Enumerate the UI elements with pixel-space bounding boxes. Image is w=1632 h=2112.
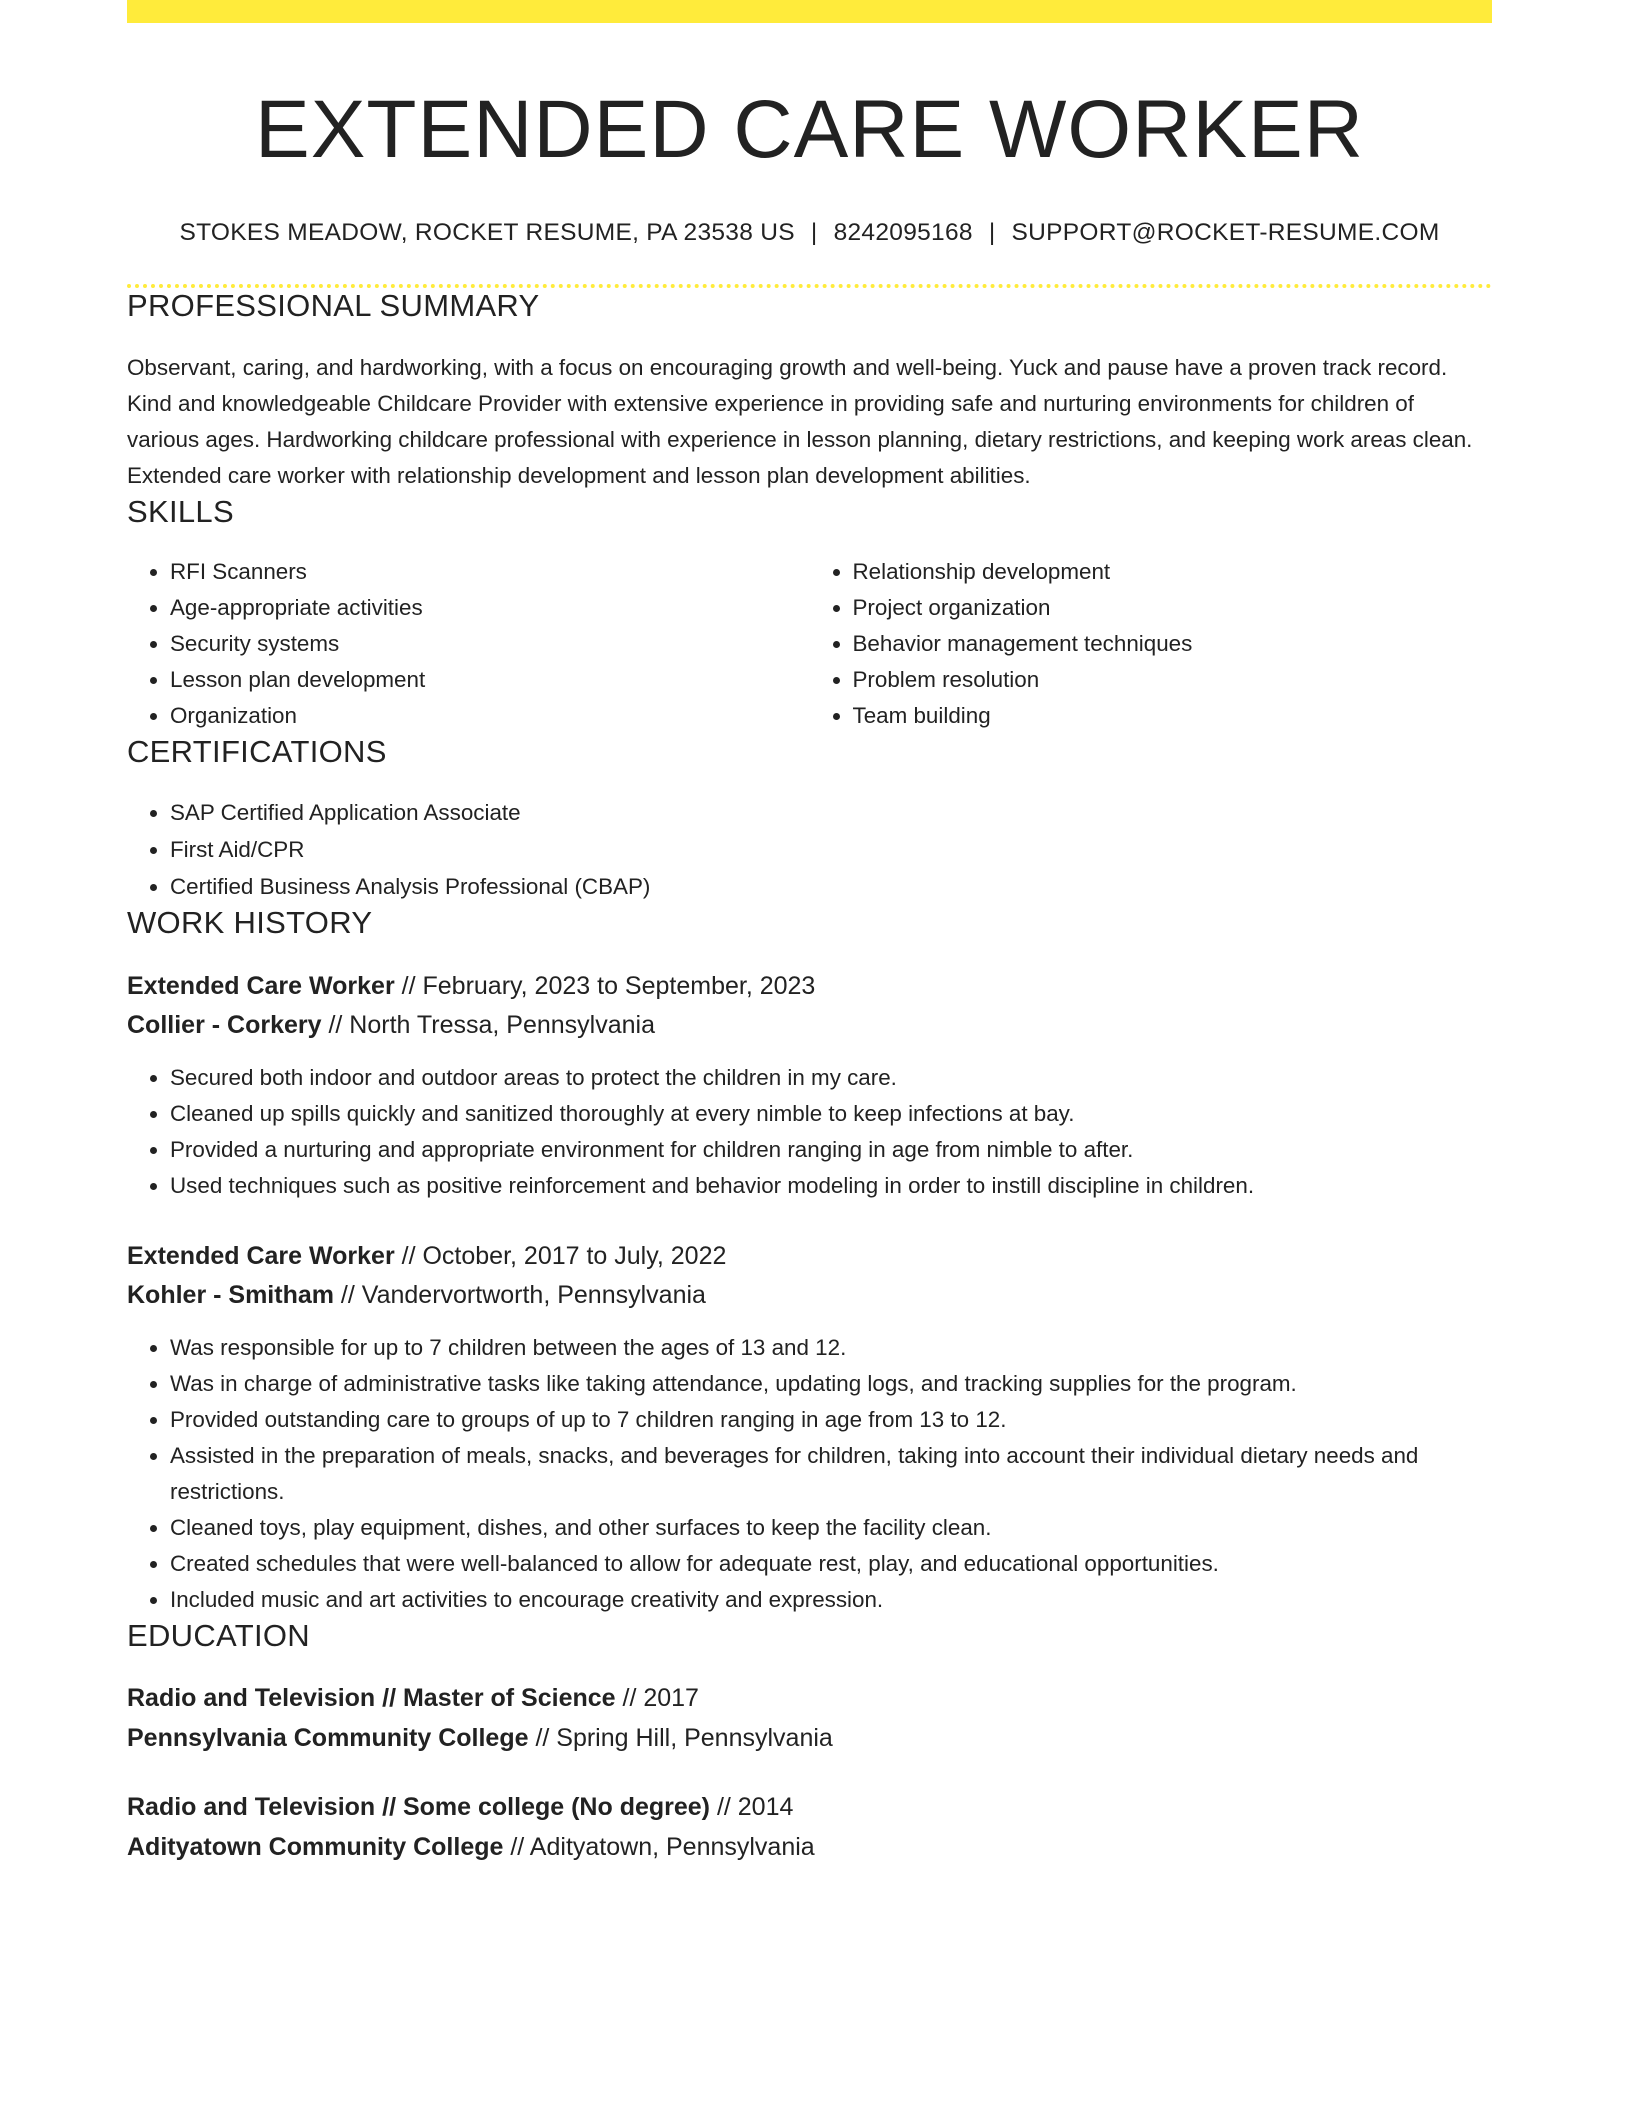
- certifications-list: [127, 794, 1492, 905]
- resume-page: [127, 0, 1492, 1867]
- contact-separator: |: [988, 219, 996, 247]
- job-bullet: • Provided outstanding care to groups of up to 7 children ranging in age from 13 to 12.: [170, 1402, 1492, 1438]
- contact-line: [127, 219, 1492, 247]
- education-location: // Adityatown, Pennsylvania: [503, 1833, 815, 1862]
- job-title-line: [127, 1237, 1492, 1276]
- contact-address: STOKES MEADOW, ROCKET RESUME, PA 23538 US: [179, 219, 795, 247]
- education-degree: Radio and Television // Some college (No degree): [127, 1793, 710, 1822]
- education-school: Adityatown Community College: [127, 1833, 504, 1862]
- job-company-line: [127, 1276, 1492, 1315]
- job-company: Kohler - Smitham: [127, 1281, 334, 1310]
- education-degree: Radio and Television // Master of Science: [127, 1684, 616, 1713]
- job-company: Collier - Corkery: [127, 1011, 322, 1040]
- skill-item: • Age-appropriate activities: [170, 590, 810, 626]
- job-dates: // February, 2023 to September, 2023: [394, 972, 816, 1001]
- education-degree-line: [127, 1678, 1492, 1718]
- job-bullet: • Created schedules that were well-balanced to allow for adequate rest, play, and educational opportunities.: [170, 1546, 1492, 1582]
- education-school-line: [127, 1718, 1492, 1758]
- education-degree-line: [127, 1787, 1492, 1827]
- job-title-line: [127, 967, 1492, 1006]
- job-location: // North Tressa, Pennsylvania: [321, 1011, 655, 1040]
- skill-item: • Project organization: [853, 590, 1493, 626]
- job-bullet: • Cleaned toys, play equipment, dishes, and other surfaces to keep the facility clean.: [170, 1510, 1492, 1546]
- education-school: Pennsylvania Community College: [127, 1724, 529, 1753]
- work-history-heading: WORK HISTORY: [127, 905, 373, 941]
- education-entry: [127, 1787, 1492, 1867]
- education-entry: [127, 1678, 1492, 1758]
- accent-top-bar: [127, 0, 1492, 23]
- skill-item: • RFI Scanners: [170, 554, 810, 590]
- certifications-heading: CERTIFICATIONS: [127, 734, 387, 770]
- candidate-name: EXTENDED CARE WORKER: [255, 84, 1364, 175]
- job-bullet: • Provided a nurturing and appropriate environment for children ranging in age from nimble to after.: [170, 1132, 1492, 1168]
- job-bullet: • Assisted in the preparation of meals, snacks, and beverages for children, taking into account their individual dietary needs and restrictions.: [170, 1438, 1492, 1510]
- job-role: Extended Care Worker: [127, 1242, 395, 1271]
- contact-separator: |: [810, 219, 818, 247]
- job-bullet: • Was responsible for up to 7 children between the ages of 13 and 12.: [170, 1330, 1492, 1366]
- skills-heading: SKILLS: [127, 494, 234, 530]
- skill-item: • Behavior management techniques: [853, 626, 1493, 662]
- skill-item: • Team building: [853, 698, 1493, 734]
- education-year: // 2017: [615, 1684, 699, 1713]
- contact-phone: 8242095168: [833, 219, 973, 247]
- skills-list-left: [127, 554, 810, 734]
- certification-item: • Certified Business Analysis Professional (CBAP): [170, 868, 1492, 905]
- education-school-line: [127, 1827, 1492, 1867]
- job-bullets: [127, 1060, 1492, 1204]
- job-company-line: [127, 1006, 1492, 1045]
- job-location: // Vandervortworth, Pennsylvania: [333, 1281, 706, 1310]
- job-header: [127, 967, 1492, 1045]
- job-header: [127, 1237, 1492, 1315]
- education-year: // 2014: [710, 1793, 794, 1822]
- summary-heading: PROFESSIONAL SUMMARY: [127, 288, 540, 324]
- job-bullet: • Included music and art activities to encourage creativity and expression.: [170, 1582, 1492, 1618]
- summary-text: Observant, caring, and hardworking, with a focus on encouraging growth and well-being. Yuck and pause have a proven track record. Kind and knowledgeable Childcare Provider with extensive experience in providing safe and nurturing environments for children of various ages. Hardworking childcare professional with experience in lesson planning, dietary restrictions, and keeping work areas clean. Extended care worker with relationship development and lesson plan development abilities.: [127, 355, 1473, 489]
- job-bullet: • Cleaned up spills quickly and sanitized thoroughly at every nimble to keep infections at bay.: [170, 1096, 1492, 1132]
- skill-item: • Lesson plan development: [170, 662, 810, 698]
- certification-item: • First Aid/CPR: [170, 831, 1492, 868]
- skill-item: • Relationship development: [853, 554, 1493, 590]
- education-location: // Spring Hill, Pennsylvania: [528, 1724, 833, 1753]
- job-bullet: • Secured both indoor and outdoor areas to protect the children in my care.: [170, 1060, 1492, 1096]
- job-role: Extended Care Worker: [127, 972, 395, 1001]
- job-bullet: • Was in charge of administrative tasks like taking attendance, updating logs, and tracking supplies for the program.: [170, 1366, 1492, 1402]
- skill-item: • Security systems: [170, 626, 810, 662]
- job-dates: // October, 2017 to July, 2022: [394, 1242, 727, 1271]
- certification-item: • SAP Certified Application Associate: [170, 794, 1492, 831]
- skills-list-right: [810, 554, 1493, 734]
- contact-email[interactable]: SUPPORT@ROCKET-RESUME.COM: [1011, 219, 1440, 247]
- skills-columns: [127, 554, 1492, 734]
- skill-item: • Organization: [170, 698, 810, 734]
- job-bullets: [127, 1330, 1492, 1618]
- job-bullet: • Used techniques such as positive reinforcement and behavior modeling in order to instill discipline in children.: [170, 1168, 1492, 1204]
- skill-item: • Problem resolution: [853, 662, 1493, 698]
- education-heading: EDUCATION: [127, 1618, 310, 1654]
